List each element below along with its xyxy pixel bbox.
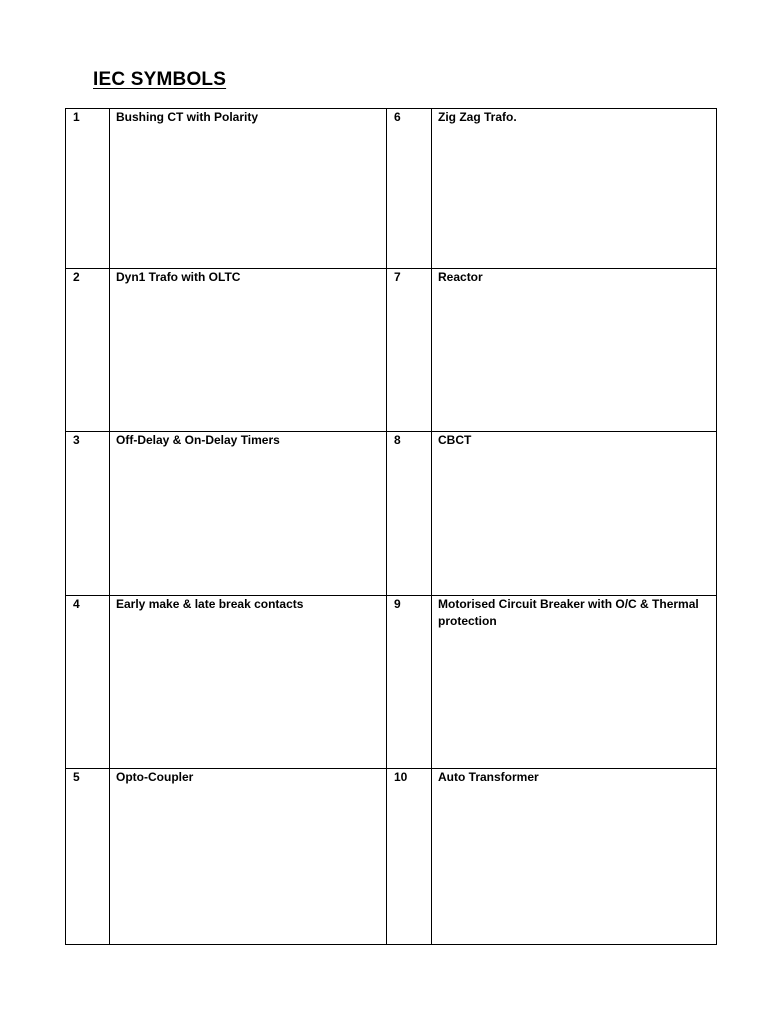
item-number-cell [66,596,110,769]
item-description: Reactor [438,270,483,284]
item-number: 4 [73,597,80,611]
item-number: 6 [394,110,401,124]
item-description-cell [432,769,717,945]
item-number-cell [387,269,432,432]
item-description: Early make & late break contacts [116,597,304,611]
item-description: Motorised Circuit Breaker with O/C & Thermal protection [438,597,699,628]
table-row [66,596,717,769]
item-number: 1 [73,110,80,124]
item-description-cell [110,432,387,596]
item-number: 5 [73,770,80,784]
item-number: 2 [73,270,80,284]
item-description: Zig Zag Trafo. [438,110,517,124]
item-description: Opto-Coupler [116,770,194,784]
page-title: IEC SYMBOLS [93,69,227,90]
item-number-cell [66,432,110,596]
table-row [66,769,717,945]
item-description: Dyn1 Trafo with OLTC [116,270,241,284]
item-number-cell [387,596,432,769]
item-description-cell [110,269,387,432]
item-number-cell [66,109,110,269]
table-row [66,269,717,432]
item-description: Off-Delay & On-Delay Timers [116,433,280,447]
item-number: 7 [394,270,401,284]
item-number: 3 [73,433,80,447]
item-number-cell [387,769,432,945]
item-description: CBCT [438,433,472,447]
item-description: Auto Transformer [438,770,539,784]
item-description-cell [110,596,387,769]
item-description-cell [432,109,717,269]
table-row [66,109,717,269]
item-description-cell [432,596,717,769]
item-description-cell [432,432,717,596]
item-number-cell [387,109,432,269]
item-number: 8 [394,433,401,447]
symbols-table [65,108,717,945]
item-description-cell [432,269,717,432]
item-number: 9 [394,597,401,611]
item-number-cell [66,769,110,945]
table-row [66,432,717,596]
item-number: 10 [394,770,408,784]
item-number-cell [387,432,432,596]
item-number-cell [66,269,110,432]
item-description-cell [110,109,387,269]
item-description: Bushing CT with Polarity [116,110,259,124]
item-description-cell [110,769,387,945]
